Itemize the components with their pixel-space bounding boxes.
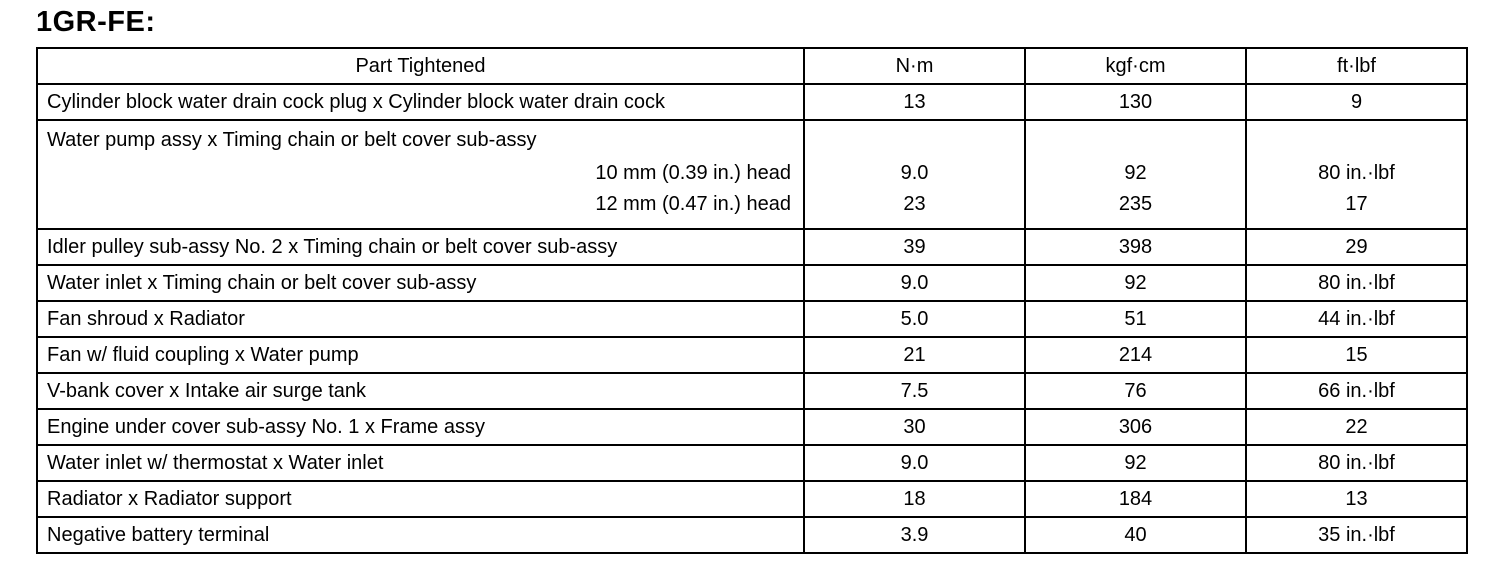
nm-cell: 5.0 <box>804 301 1025 337</box>
ft-lbf-cell: 80 in.·lbf <box>1246 445 1467 481</box>
kgf-cm-cell <box>1025 120 1246 229</box>
kgf-cm-cell: 51 <box>1025 301 1246 337</box>
ft-lbf-sub-value: 17 <box>1345 193 1368 215</box>
ft-lbf-cell: 35 in.·lbf <box>1246 517 1467 553</box>
part-cell: Cylinder block water drain cock plug x Cylinder block water drain cock <box>37 84 804 120</box>
part-cell: Radiator x Radiator support <box>37 481 804 517</box>
part-sub-label: 10 mm (0.39 in.) head <box>595 162 791 184</box>
table-row <box>37 445 1467 481</box>
nm-sub-value: 9.0 <box>900 162 929 184</box>
part-cell: Water inlet x Timing chain or belt cover sub-assy <box>37 265 804 301</box>
nm-sub-value: 23 <box>903 193 926 215</box>
column-header-nm: N·m <box>804 48 1025 84</box>
part-sub-label: 12 mm (0.47 in.) head <box>595 193 791 215</box>
column-header-ft-lbf: ft·lbf <box>1246 48 1467 84</box>
torque-specification-table <box>36 47 1468 554</box>
kgf-cm-cell: 398 <box>1025 229 1246 265</box>
ft-lbf-cell: 15 <box>1246 337 1467 373</box>
nm-cell: 9.0 <box>804 265 1025 301</box>
kgf-cm-cell: 92 <box>1025 445 1246 481</box>
ft-lbf-cell: 22 <box>1246 409 1467 445</box>
kgf-cm-sub-value: 235 <box>1118 193 1153 215</box>
column-header-kgf-cm: kgf·cm <box>1025 48 1246 84</box>
part-cell: Negative battery terminal <box>37 517 804 553</box>
torque-table-container <box>36 47 1466 554</box>
nm-cell: 30 <box>804 409 1025 445</box>
table-row <box>37 409 1467 445</box>
column-header-part: Part Tightened <box>37 48 804 84</box>
nm-cell: 18 <box>804 481 1025 517</box>
ft-lbf-cell: 9 <box>1246 84 1467 120</box>
table-header-row <box>37 48 1467 84</box>
table-row <box>37 481 1467 517</box>
part-cell: Engine under cover sub-assy No. 1 x Frame assy <box>37 409 804 445</box>
page-title: 1GR-FE: <box>36 6 156 38</box>
table-row <box>37 373 1467 409</box>
kgf-cm-cell: 76 <box>1025 373 1246 409</box>
table-row <box>37 265 1467 301</box>
ft-lbf-sub-value: 80 in.·lbf <box>1318 162 1395 184</box>
table-row <box>37 301 1467 337</box>
part-cell <box>37 120 804 229</box>
blank-line <box>805 128 1024 152</box>
kgf-cm-cell: 214 <box>1025 337 1246 373</box>
kgf-cm-cell: 306 <box>1025 409 1246 445</box>
nm-cell: 21 <box>804 337 1025 373</box>
ft-lbf-cell <box>1246 120 1467 229</box>
nm-cell: 13 <box>804 84 1025 120</box>
kgf-cm-sub-value: 92 <box>1124 162 1147 184</box>
part-main-label: Water pump assy x Timing chain or belt cover sub-assy <box>47 129 537 151</box>
table-row <box>37 120 1467 229</box>
blank-line <box>1026 128 1245 152</box>
table-row <box>37 337 1467 373</box>
part-cell: Idler pulley sub-assy No. 2 x Timing chain or belt cover sub-assy <box>37 229 804 265</box>
nm-cell: 39 <box>804 229 1025 265</box>
kgf-cm-cell: 92 <box>1025 265 1246 301</box>
ft-lbf-cell: 66 in.·lbf <box>1246 373 1467 409</box>
kgf-cm-cell: 184 <box>1025 481 1246 517</box>
part-cell: Water inlet w/ thermostat x Water inlet <box>37 445 804 481</box>
ft-lbf-cell: 44 in.·lbf <box>1246 301 1467 337</box>
ft-lbf-cell: 80 in.·lbf <box>1246 265 1467 301</box>
part-cell: Fan shroud x Radiator <box>37 301 804 337</box>
nm-cell <box>804 120 1025 229</box>
kgf-cm-cell: 40 <box>1025 517 1246 553</box>
table-row <box>37 517 1467 553</box>
nm-cell: 7.5 <box>804 373 1025 409</box>
table-row <box>37 229 1467 265</box>
nm-cell: 3.9 <box>804 517 1025 553</box>
kgf-cm-cell: 130 <box>1025 84 1246 120</box>
ft-lbf-cell: 13 <box>1246 481 1467 517</box>
part-cell: V-bank cover x Intake air surge tank <box>37 373 804 409</box>
nm-cell: 9.0 <box>804 445 1025 481</box>
part-cell: Fan w/ fluid coupling x Water pump <box>37 337 804 373</box>
table-row <box>37 84 1467 120</box>
blank-line <box>1247 128 1466 152</box>
ft-lbf-cell: 29 <box>1246 229 1467 265</box>
